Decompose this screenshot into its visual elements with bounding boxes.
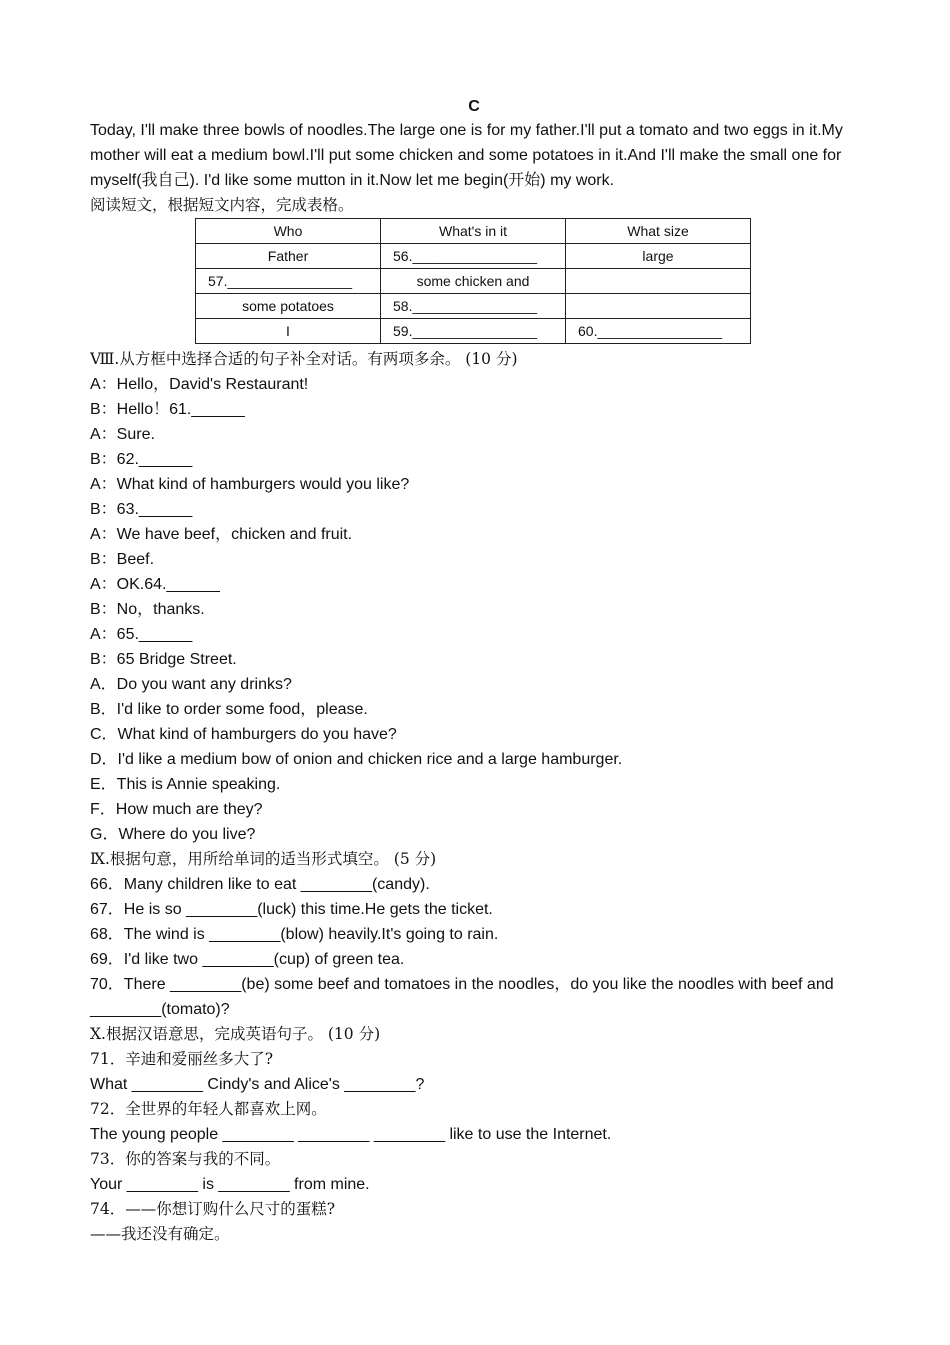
table-cell: Father — [196, 244, 381, 269]
table-row — [196, 269, 751, 294]
blank-57[interactable]: 57.________________ — [196, 269, 381, 294]
blank-56[interactable]: 56.________________ — [381, 244, 566, 269]
translation-answer: ——我还没有确定。 — [90, 1225, 230, 1243]
dialogue-line: A：Sure. — [90, 426, 155, 443]
header-who: Who — [196, 219, 381, 244]
section-8-heading: Ⅷ.从方框中选择合适的句子补全对话。有两项多余。 (10 分) — [90, 350, 518, 368]
header-whats-in-it: What's in it — [381, 219, 566, 244]
dialogue-line: B：No，thanks. — [90, 601, 205, 618]
table-cell: some chicken and — [381, 269, 566, 294]
dialogue-line: A：65.______ — [90, 626, 193, 643]
dialogue-line: A：OK.64.______ — [90, 576, 220, 593]
table-cell — [566, 294, 751, 319]
translation-prompt: 73．你的答案与我的不同。 — [90, 1150, 281, 1168]
table-cell — [566, 269, 751, 294]
blank-60[interactable]: 60.________________ — [566, 319, 751, 344]
blank-58[interactable]: 58.________________ — [381, 294, 566, 319]
table-cell: large — [566, 244, 751, 269]
dialogue-line: B：63.______ — [90, 501, 193, 518]
answer-table — [195, 218, 751, 344]
exercise-sections — [90, 347, 890, 1247]
dialogue-line: A：Hello，David's Restaurant! — [90, 376, 309, 393]
option-item: D．I'd like a medium bow of onion and chicken rice and a large hamburger. — [90, 751, 623, 768]
section-10-heading: Ⅹ.根据汉语意思，完成英语句子。 (10 分) — [90, 1025, 381, 1043]
section-9-heading: Ⅸ.根据句意，用所给单词的适当形式填空。 (5 分) — [90, 850, 437, 868]
table-cell: I — [196, 319, 381, 344]
option-item: G．Where do you live? — [90, 826, 256, 843]
translation-answer: The young people ________ ________ ________ like to use the Internet. — [90, 1126, 612, 1143]
reading-passage: Today, I'll make three bowls of noodles.The large one is for my father.I'll put a tomato and two eggs in it.My mother will eat a medium bowl.I'll put some chicken and some potatoes in it.And I'll make the small one for myself(我自己). I'd like some mutton in it.Now let me begin(开始) my work. — [90, 122, 843, 189]
table-header-row — [196, 219, 751, 244]
translation-prompt: 72．全世界的年轻人都喜欢上网。 — [90, 1100, 327, 1118]
translation-answer: What ________ Cindy's and Alice's ________? — [90, 1076, 425, 1093]
header-what-size: What size — [566, 219, 751, 244]
fill-item: 68．The wind is ________(blow) heavily.It's going to rain. — [90, 926, 499, 943]
dialogue-line: B：62.______ — [90, 451, 193, 468]
dialogue-line: A：We have beef，chicken and fruit. — [90, 526, 353, 543]
option-item: E．This is Annie speaking. — [90, 776, 281, 793]
fill-item: 70．There ________(be) some beef and tomatoes in the noodles，do you like the noodles with beef and ________(tomato)? — [90, 976, 834, 1018]
translation-answer: Your ________ is ________ from mine. — [90, 1176, 370, 1193]
fill-item: 66．Many children like to eat ________(candy). — [90, 876, 430, 893]
dialogue-line: A：What kind of hamburgers would you like? — [90, 476, 410, 493]
translation-prompt: 74．——你想订购什么尺寸的蛋糕? — [90, 1200, 336, 1218]
fill-item: 67．He is so ________(luck) this time.He gets the ticket. — [90, 901, 493, 918]
table-row — [196, 244, 751, 269]
option-item: C．What kind of hamburgers do you have? — [90, 726, 397, 743]
dialogue-line: B：65 Bridge Street. — [90, 651, 237, 668]
translation-prompt: 71．辛迪和爱丽丝多大了? — [90, 1050, 274, 1068]
table-row — [196, 294, 751, 319]
fill-item: 69．I'd like two ________(cup) of green tea. — [90, 951, 405, 968]
option-item: B．I'd like to order some food，please. — [90, 701, 368, 718]
table-cell: some potatoes — [196, 294, 381, 319]
option-item: F．How much are they? — [90, 801, 263, 818]
section-c-title: C — [468, 98, 480, 115]
dialogue-line: B：Hello！61.______ — [90, 401, 245, 418]
document-page — [90, 96, 890, 1243]
dialogue-line: B：Beef. — [90, 551, 155, 568]
option-item: A．Do you want any drinks? — [90, 676, 292, 693]
table-row — [196, 319, 751, 344]
blank-59[interactable]: 59.________________ — [381, 319, 566, 344]
table-instruction: 阅读短文，根据短文内容，完成表格。 — [90, 196, 354, 214]
